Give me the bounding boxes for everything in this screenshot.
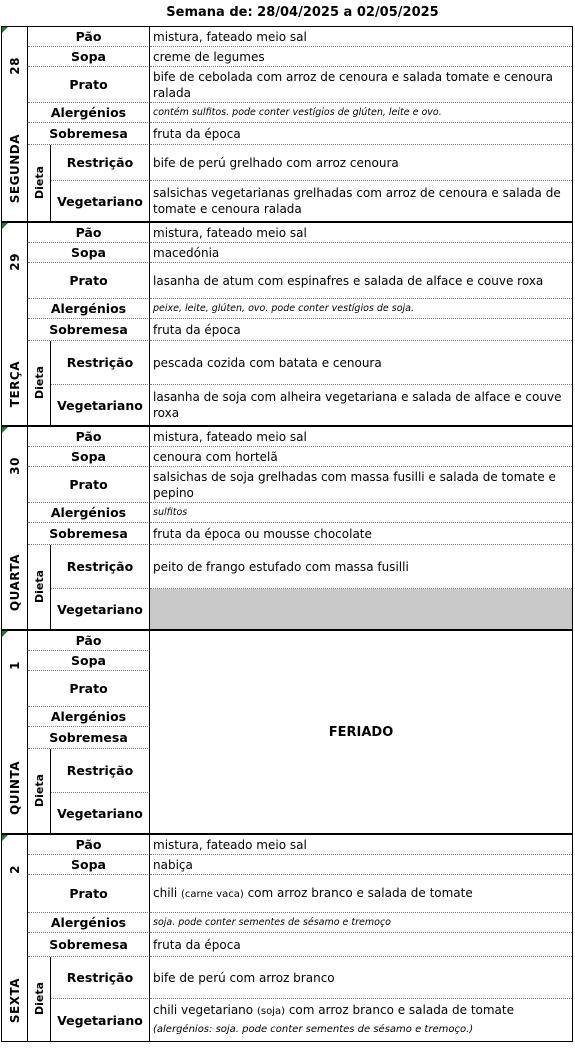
day-number: 2 bbox=[7, 865, 22, 874]
label-sopa: Sopa bbox=[28, 651, 150, 671]
value-restricao: bife de perú grelhado com arroz cenoura bbox=[150, 145, 572, 181]
day-name: SEXTA bbox=[7, 977, 22, 1023]
label-alergenios: Alergénios bbox=[28, 503, 150, 523]
vegetariano-allergen-note: (alergénios: soja. pode conter sementes de sésamo e tremoço.) bbox=[153, 1024, 474, 1035]
holiday-label: FERIADO bbox=[328, 724, 394, 740]
label-sobremesa: Sobremesa bbox=[28, 727, 150, 749]
value-sopa: creme de legumes bbox=[150, 47, 572, 67]
value-prato: lasanha de atum com espinafres e salada de alface e couve roxa bbox=[150, 263, 572, 299]
vegetariano-part-note: (soja) bbox=[256, 1006, 285, 1017]
label-pao: Pão bbox=[28, 631, 150, 651]
value-sobremesa: fruta da época bbox=[150, 123, 572, 145]
label-sopa: Sopa bbox=[28, 47, 150, 67]
label-vegetariano: Vegetariano bbox=[51, 181, 150, 221]
value-vegetariano: salsichas vegetarianas grelhadas com arroz de cenoura e salada de tomate e cenoura ralada bbox=[153, 186, 561, 216]
day-number: 29 bbox=[7, 253, 22, 271]
value-alergenios: sulfitos bbox=[150, 503, 572, 523]
day-number: 28 bbox=[7, 57, 22, 75]
label-dieta bbox=[28, 145, 51, 221]
day-name: QUINTA bbox=[7, 761, 22, 815]
value-sopa: macedónia bbox=[150, 243, 572, 263]
value-sopa: cenoura com hortelã bbox=[150, 447, 572, 467]
label-vegetariano: Vegetariano bbox=[51, 999, 150, 1041]
day-column bbox=[2, 835, 28, 1041]
label-sobremesa: Sobremesa bbox=[28, 933, 150, 957]
value-alergenios: soja. pode conter sementes de sésamo e tremoço bbox=[150, 913, 572, 933]
label-dieta bbox=[28, 957, 51, 1041]
value-prato: salsichas de soja grelhadas com massa fusilli e salada de tomate e pepino bbox=[150, 467, 572, 503]
label-alergenios: Alergénios bbox=[28, 299, 150, 319]
page-title: Semana de: 28/04/2025 a 02/05/2025 bbox=[166, 5, 439, 20]
day-block-quinta bbox=[1, 631, 573, 835]
value-vegetariano bbox=[150, 999, 572, 1041]
label-vegetariano: Vegetariano bbox=[51, 589, 150, 629]
prato-part-note: (carne vaca) bbox=[181, 888, 244, 900]
value-sobremesa: fruta da época ou mousse chocolate bbox=[150, 523, 572, 545]
value-pao: mistura, fateado meio sal bbox=[150, 835, 572, 855]
day-block-segunda bbox=[1, 27, 573, 223]
dieta-text: Dieta bbox=[32, 366, 46, 400]
label-restricao: Restrição bbox=[51, 749, 150, 793]
label-restricao: Restrição bbox=[51, 545, 150, 589]
label-prato: Prato bbox=[28, 467, 150, 503]
value-restricao: pescada cozida com batata e cenoura bbox=[150, 341, 572, 385]
label-sopa: Sopa bbox=[28, 243, 150, 263]
label-sopa: Sopa bbox=[28, 855, 150, 875]
label-sobremesa: Sobremesa bbox=[28, 523, 150, 545]
day-block-quarta bbox=[1, 427, 573, 631]
label-pao: Pão bbox=[28, 835, 150, 855]
label-restricao: Restrição bbox=[51, 341, 150, 385]
value-sobremesa: fruta da época bbox=[150, 319, 572, 341]
dieta-text: Dieta bbox=[32, 166, 46, 200]
label-prato: Prato bbox=[28, 263, 150, 299]
value-alergenios: peixe, leite, glúten, ovo. pode conter vestígios de soja. bbox=[150, 299, 572, 319]
prato-part: com arroz branco e salada de tomate bbox=[243, 885, 473, 900]
menu-table bbox=[1, 26, 573, 1042]
day-column bbox=[2, 27, 28, 221]
day-number: 30 bbox=[7, 457, 22, 475]
label-restricao: Restrição bbox=[51, 957, 150, 999]
label-prato: Prato bbox=[28, 875, 150, 913]
day-block-sexta bbox=[1, 835, 573, 1042]
label-sopa: Sopa bbox=[28, 447, 150, 467]
label-alergenios: Alergénios bbox=[28, 707, 150, 727]
value-sobremesa: fruta da época bbox=[150, 933, 572, 957]
day-column bbox=[2, 631, 28, 833]
value-prato: bife de cebolada com arroz de cenoura e salada tomate e cenoura ralada bbox=[150, 67, 572, 103]
value-restricao: peito de frango estufado com massa fusilli bbox=[150, 545, 572, 589]
day-name: TERÇA bbox=[7, 360, 22, 407]
label-pao: Pão bbox=[28, 223, 150, 243]
value-vegetariano-empty bbox=[150, 589, 572, 629]
day-block-terca bbox=[1, 223, 573, 427]
dieta-text: Dieta bbox=[32, 982, 46, 1016]
label-dieta bbox=[28, 341, 51, 425]
value-pao: mistura, fateado meio sal bbox=[150, 27, 572, 47]
value-alergenios: contém sulfitos. pode conter vestígios de glúten, leite e ovo. bbox=[150, 103, 572, 123]
label-dieta bbox=[28, 545, 51, 629]
value-pao: mistura, fateado meio sal bbox=[150, 223, 572, 243]
day-name: SEGUNDA bbox=[7, 133, 22, 203]
label-sobremesa: Sobremesa bbox=[28, 123, 150, 145]
day-column bbox=[2, 427, 28, 629]
label-alergenios: Alergénios bbox=[28, 913, 150, 933]
prato-part: chili bbox=[153, 885, 182, 900]
label-alergenios: Alergénios bbox=[28, 103, 150, 123]
vegetariano-part: com arroz branco e salada de tomate bbox=[285, 1003, 514, 1017]
day-column bbox=[2, 223, 28, 425]
label-pao: Pão bbox=[28, 27, 150, 47]
value-pao: mistura, fateado meio sal bbox=[150, 427, 572, 447]
label-sobremesa: Sobremesa bbox=[28, 319, 150, 341]
label-prato: Prato bbox=[28, 671, 150, 707]
value-prato bbox=[150, 875, 572, 913]
label-vegetariano: Vegetariano bbox=[51, 385, 150, 425]
label-dieta bbox=[28, 749, 51, 833]
dieta-text: Dieta bbox=[32, 570, 46, 604]
vegetariano-part: chili vegetariano bbox=[153, 1003, 257, 1017]
dieta-text: Dieta bbox=[32, 774, 46, 808]
day-name: QUARTA bbox=[7, 553, 22, 611]
label-vegetariano: Vegetariano bbox=[51, 793, 150, 833]
value-restricao: bife de perú com arroz branco bbox=[150, 957, 572, 999]
day-number: 1 bbox=[7, 661, 22, 670]
value-vegetariano: lasanha de soja com alheira vegetariana e salada de alface e couve roxa bbox=[153, 390, 562, 420]
label-pao: Pão bbox=[28, 427, 150, 447]
value-sopa: nabiça bbox=[150, 855, 572, 875]
label-restricao: Restrição bbox=[51, 145, 150, 181]
label-prato: Prato bbox=[28, 67, 150, 103]
